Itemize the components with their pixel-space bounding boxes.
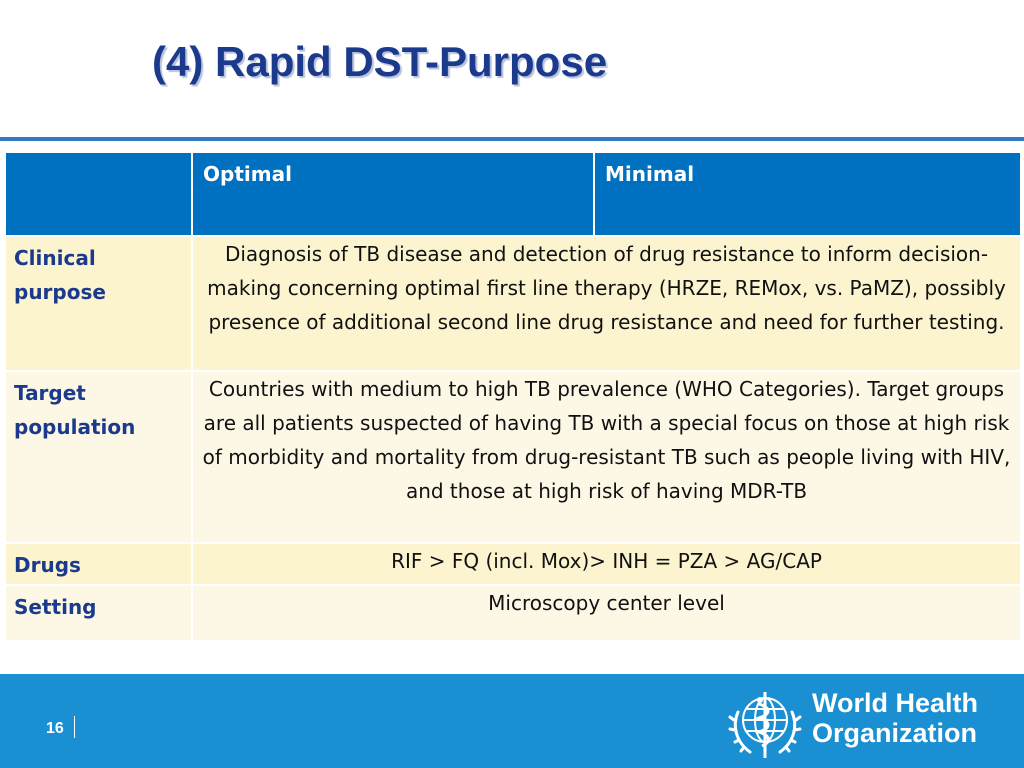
row-label-target-population: Target population bbox=[5, 371, 192, 543]
table-header-row bbox=[5, 152, 1021, 236]
row-label-clinical-purpose: Clinical purpose bbox=[5, 236, 192, 371]
row-value-clinical-purpose: Diagnosis of TB disease and detection of drug resistance to inform decision-making concerning optimal first line therapy (HRZE, REMox, vs. PaMZ), possibly presence of additional second line drug resistance and need for further testing. bbox=[192, 236, 1021, 371]
table-row bbox=[5, 543, 1021, 585]
who-org-name bbox=[812, 688, 978, 748]
table-row bbox=[5, 371, 1021, 543]
table-row bbox=[5, 236, 1021, 371]
row-label-setting: Setting bbox=[5, 585, 192, 641]
row-value-setting: Microscopy center level bbox=[192, 585, 1021, 641]
row-value-target-population: Countries with medium to high TB prevalence (WHO Categories). Target groups are all patients suspected of having TB with a special focus on those at high risk of morbidity and mortality from drug-resistant TB such as people living with HIV, and those at high risk of having MDR-TB bbox=[192, 371, 1021, 543]
purpose-table bbox=[4, 151, 1022, 642]
who-emblem-icon bbox=[724, 682, 806, 764]
title-divider bbox=[0, 137, 1024, 141]
header-cell-optimal: Optimal bbox=[192, 152, 594, 236]
row-value-drugs: RIF > FQ (incl. Mox)> INH = PZA > AG/CAP bbox=[192, 543, 1021, 585]
header-cell-minimal: Minimal bbox=[594, 152, 1021, 236]
row-label-drugs: Drugs bbox=[5, 543, 192, 585]
who-org-name-line1: World Health bbox=[812, 688, 979, 718]
page-number: 16 bbox=[46, 720, 64, 737]
slide-title: (4) Rapid DST-Purpose bbox=[152, 38, 608, 85]
header-cell-empty bbox=[5, 152, 192, 236]
who-org-name-line2: Organization bbox=[812, 718, 978, 748]
table-row bbox=[5, 585, 1021, 641]
page-number-separator bbox=[74, 716, 75, 738]
